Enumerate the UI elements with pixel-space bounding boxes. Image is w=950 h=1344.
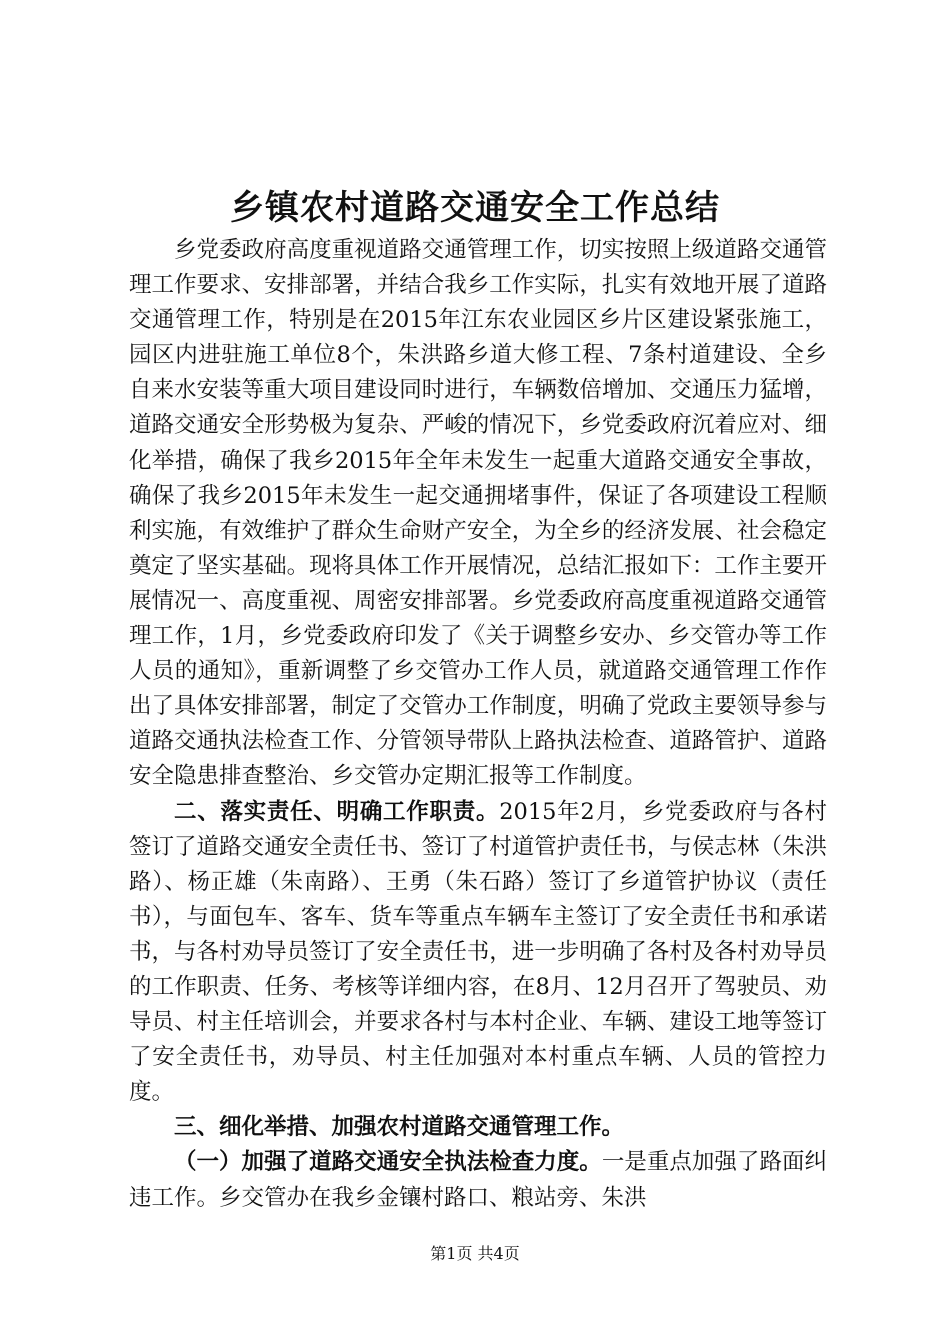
paragraph-2 xyxy=(129,795,827,1111)
paragraph-1-text: 乡党委政府高度重视道路交通管理工作，切实按照上级道路交通管理工作要求、安排部署，并结合我乡工作实际，扎实有效地开展了道路交通管理工作，特别是在2015年江东农业园区乡片区建设紧张施工，园区内进驻施工单位8个，朱洪路乡道大修工程、7条村道建设、全乡自来水安装等重大项目建设同时进行，车辆数倍增加、交通压力猛增，道路交通安全形势极为复杂、严峻的情况下，乡党委政府沉着应对、细化举措，确保了我乡2015年全年未发生一起重大道路交通安全事故，确保了我乡2015年未发生一起交通拥堵事件，保证了各项建设工程顺利实施，有效维护了群众生命财产安全，为全乡的经济发展、社会稳定奠定了坚实基础。现将具体工作开展情况，总结汇报如下：工作主要开展情况一、高度重视、周密安排部署。乡党委政府高度重视道路交通管理工作，1月，乡党委政府印发了《关于调整乡安办、乡交管办等工作人员的通知》，重新调整了乡交管办工作人员，就道路交通管理工作作出了具体安排部署，制定了交管办工作制度，明确了党政主要领导参与道路交通执法检查工作、分管领导带队上路执法检查、道路管护、道路安全隐患排查整治、乡交管办定期汇报等工作制度。 xyxy=(129,237,827,790)
document-title: 乡镇农村道路交通安全工作总结 xyxy=(230,188,720,228)
section-heading-3: 三、细化举措、加强农村道路交通管理工作。 xyxy=(174,1114,625,1141)
subsection-heading-1: （一）加强了道路交通安全执法检查力度。 xyxy=(174,1149,602,1176)
paragraph-3 xyxy=(129,1110,827,1145)
paragraph-2-text: 2015年2月，乡党委政府与各村签订了道路交通安全责任书、签订了村道管护责任书，与侯志林（朱洪路）、杨正雄（朱南路）、王勇（朱石路）签订了乡道管护协议（责任书），与面包车、客车、货车等重点车辆车主签订了安全责任书和承诺书，与各村劝导员签订了安全责任书，进一步明确了各村及各村劝导员的工作职责、任务、考核等详细内容，在8月、12月召开了驾驶员、劝导员、村主任培训会，并要求各村与本村企业、车辆、建设工地等签订了安全责任书，劝导员、村主任加强对本村重点车辆、人员的管控力度。 xyxy=(129,798,827,1106)
paragraph-4-text: 一是重点加强了路面纠违工作。乡交管办在我乡金镶村路口、粮站旁、朱洪 xyxy=(129,1149,827,1211)
paragraph-1 xyxy=(129,233,827,795)
document-body xyxy=(129,233,827,1216)
section-heading-2: 二、落实责任、明确工作职责。 xyxy=(174,798,500,825)
paragraph-4 xyxy=(129,1145,827,1215)
page-footer: 第1页 共4页 xyxy=(430,1244,520,1263)
